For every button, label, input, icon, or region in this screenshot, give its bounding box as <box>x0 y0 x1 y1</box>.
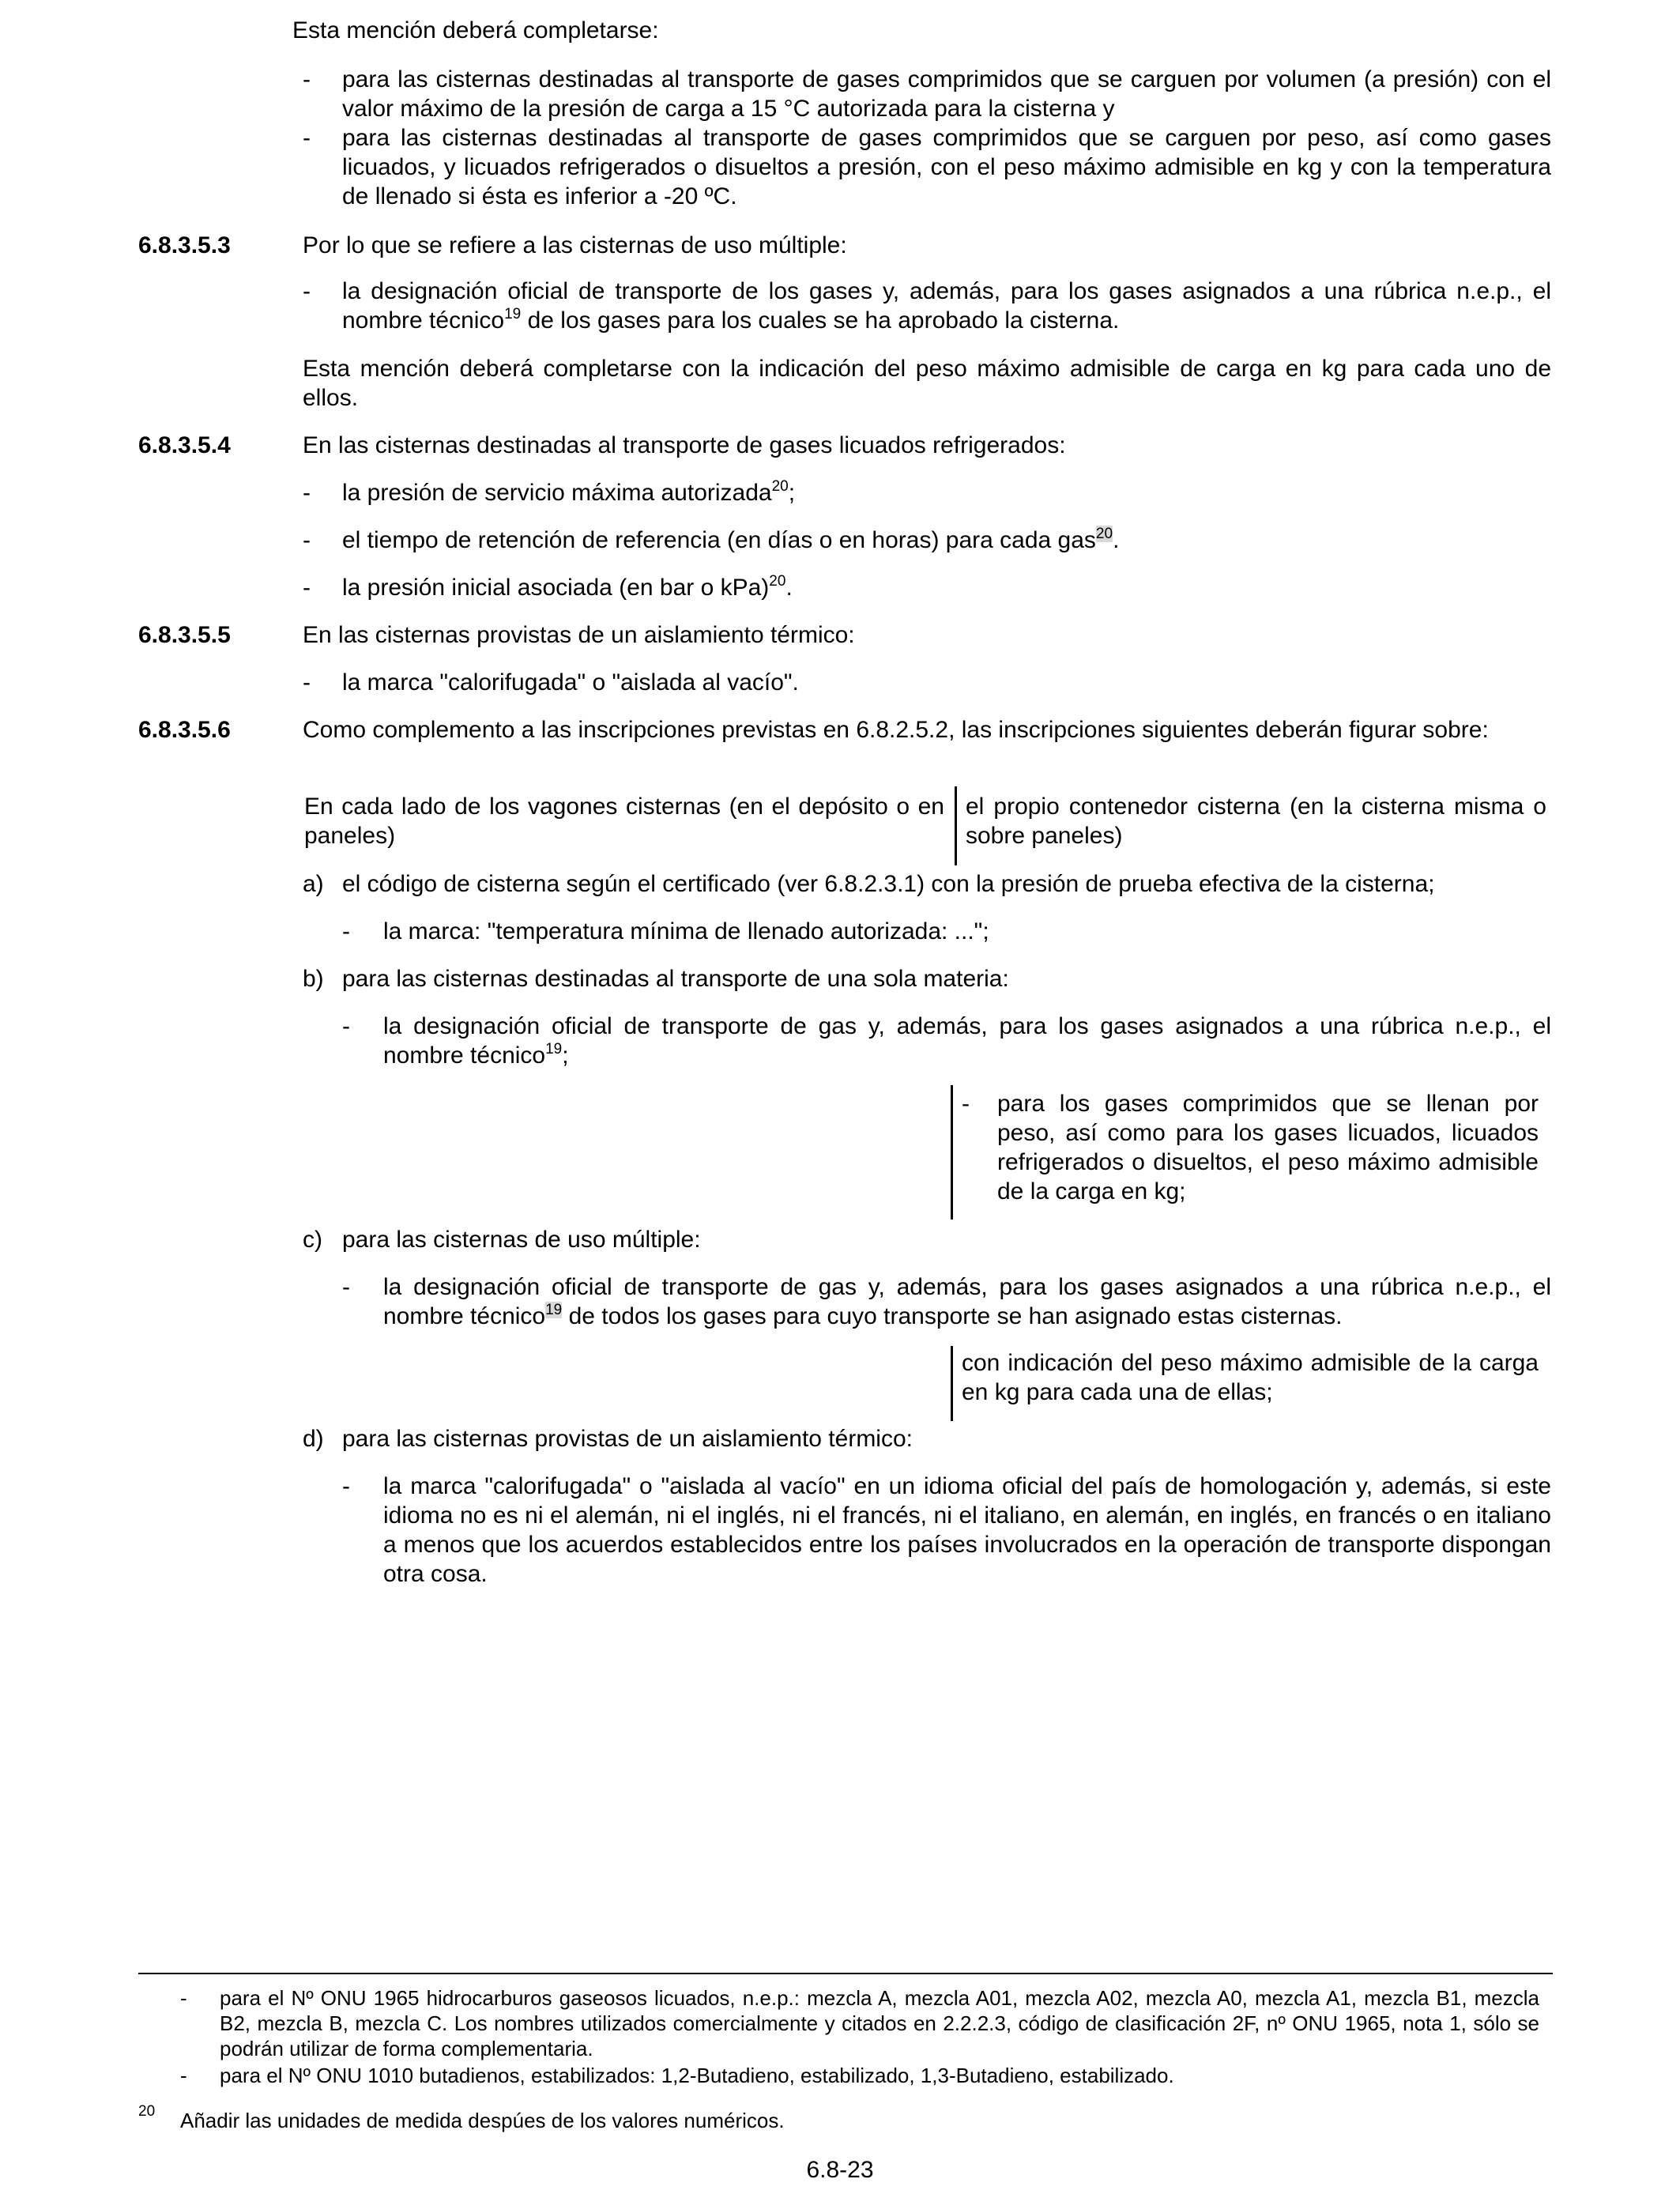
list-dash: - <box>303 125 311 151</box>
item-text: el código de cisterna según el certificado (ver 6.8.2.3.1) con la presión de prueba efectiva de la cisterna; <box>342 871 1435 897</box>
list-item: la presión inicial asociada (en bar o kPa)$^{20}$. <box>342 573 793 601</box>
list-item: la marca "calorifugada" o "aislada al vacío". <box>342 669 799 696</box>
item-label: b) <box>303 966 324 992</box>
list-dash: - <box>303 527 311 553</box>
list-dash: - <box>180 2064 187 2087</box>
section-number: 6.8.3.5.5 <box>138 622 231 648</box>
list-dash: - <box>303 480 311 506</box>
item-label: a) <box>303 871 324 897</box>
column-divider <box>955 786 957 865</box>
right-column-note: con indicación del peso máximo admisible de la carga en kg para cada una de ellas; <box>962 1350 1539 1405</box>
list-item: para las cisternas destinadas al transporte de gases comprimidos que se carguen por volumen (a presión) con el valor máximo de la presión de carga a 15 °C autorizada para la cisterna y <box>342 66 1551 122</box>
list-item: el tiempo de retención de referencia (en días o en horas) para cada gas$^{20}$. <box>342 526 1120 553</box>
section-text: En las cisternas provistas de un aislamiento térmico: <box>303 622 855 648</box>
section-number: 6.8.3.5.6 <box>138 717 231 743</box>
list-dash: - <box>962 1091 970 1117</box>
item-text: para las cisternas de uso múltiple: <box>342 1227 701 1253</box>
list-dash: - <box>180 1986 187 2010</box>
footnote-rule <box>138 1973 1553 1974</box>
list-item: la designación oficial de transporte de los gases y, además, para los gases asignados a una rúbrica n.e.p., el nombre técnico$^{19}$ de los gases para los cuales se ha aprobado la cisterna. <box>342 278 1551 334</box>
item-label: d) <box>303 1426 324 1452</box>
list-dash: - <box>303 575 311 601</box>
section-text: Como complemento a las inscripciones previstas en 6.8.2.5.2, las inscripciones siguientes deberán figurar sobre: <box>303 717 1489 743</box>
section-note: Esta mención deberá completarse con la indicación del peso máximo admisible de carga en kg para cada uno de ellos. <box>303 356 1551 411</box>
page-number: 6.8-23 <box>806 2157 874 2183</box>
item-label: c) <box>303 1227 322 1253</box>
footnote-item: para el Nº ONU 1010 butadienos, estabilizados: 1,2-Butadieno, estabilizado, 1,3-Butadieno, estabilizado. <box>220 2064 1174 2087</box>
list-item: la designación oficial de transporte de gas y, además, para los gases asignados a una rúbrica n.e.p., el nombre técnico$^{19}$; <box>383 1013 1551 1069</box>
item-text: para las cisternas provistas de un aislamiento térmico: <box>342 1426 913 1452</box>
section-number: 6.8.3.5.3 <box>138 232 231 258</box>
section-number: 6.8.3.5.4 <box>138 432 231 458</box>
list-item: la designación oficial de transporte de gas y, además, para los gases asignados a una rúbrica n.e.p., el nombre técnico$^{19}$ de todos los gases para cuyo transporte se han asignado estas cisternas. <box>383 1274 1551 1329</box>
item-text: para las cisternas destinadas al transporte de una sola materia: <box>342 966 1009 992</box>
list-item: para las cisternas destinadas al transporte de gases comprimidos que se carguen por peso, así como gases licuados, y licuados refrigerados o disueltos a presión, con el peso máximo admisible en kg y con la temperatura de llenado si ésta es inferior a -20 ºC. <box>342 125 1551 209</box>
footnote-mark: 20 <box>138 2103 156 2120</box>
intro-text: Esta mención deberá completarse: <box>292 17 659 43</box>
column-divider <box>951 1085 953 1220</box>
list-dash: - <box>342 1274 350 1300</box>
list-dash: - <box>303 669 311 696</box>
footnote-item: para el Nº ONU 1965 hidrocarburos gaseosos licuados, n.e.p.: mezcla A, mezcla A01, mezcla A02, mezcla A0, mezcla A1, mezcla B1, mezcla B2, mezcla B, mezcla C. Los nombres utilizados comercialmente y citados en 2.2.2.3, código de clasificación 2F, nº ONU 1965, nota 1, sólo se podrán utilizar de forma complementaria. <box>220 1986 1539 2060</box>
list-item: la presión de servicio máxima autorizada$^{20}$; <box>342 478 796 506</box>
list-item: la marca: "temperatura mínima de llenado autorizada: ..."; <box>383 918 989 944</box>
list-dash: - <box>303 66 311 92</box>
section-text: En las cisternas destinadas al transporte de gases licuados refrigerados: <box>303 432 1066 458</box>
section-text: Por lo que se refiere a las cisternas de uso múltiple: <box>303 232 847 258</box>
list-dash: - <box>342 1473 350 1499</box>
column-header-right: el propio contenedor cisterna (en la cisterna misma o sobre paneles) <box>966 794 1546 849</box>
list-dash: - <box>303 278 311 304</box>
footnote-text: Añadir las unidades de medida despúes de los valores numéricos. <box>180 2109 785 2132</box>
list-dash: - <box>342 918 350 944</box>
column-divider <box>951 1346 953 1421</box>
list-item: la marca "calorifugada" o "aislada al vacío" en un idioma oficial del país de homologación y, además, si este idioma no es ni el alemán, ni el inglés, ni el francés, ni el italiano, en alemán, en inglés, en francés o en italiano a menos que los acuerdos establecidos entre los países involucrados en la operación de transporte dispongan otra cosa. <box>383 1473 1551 1587</box>
list-dash: - <box>342 1013 350 1039</box>
column-header-left: En cada lado de los vagones cisternas (en el depósito o en paneles) <box>304 794 944 849</box>
right-column-note: para los gases comprimidos que se llenan por peso, así como para los gases licuados, licuados refrigerados o disueltos, el peso máximo admisible de la carga en kg; <box>997 1091 1539 1204</box>
